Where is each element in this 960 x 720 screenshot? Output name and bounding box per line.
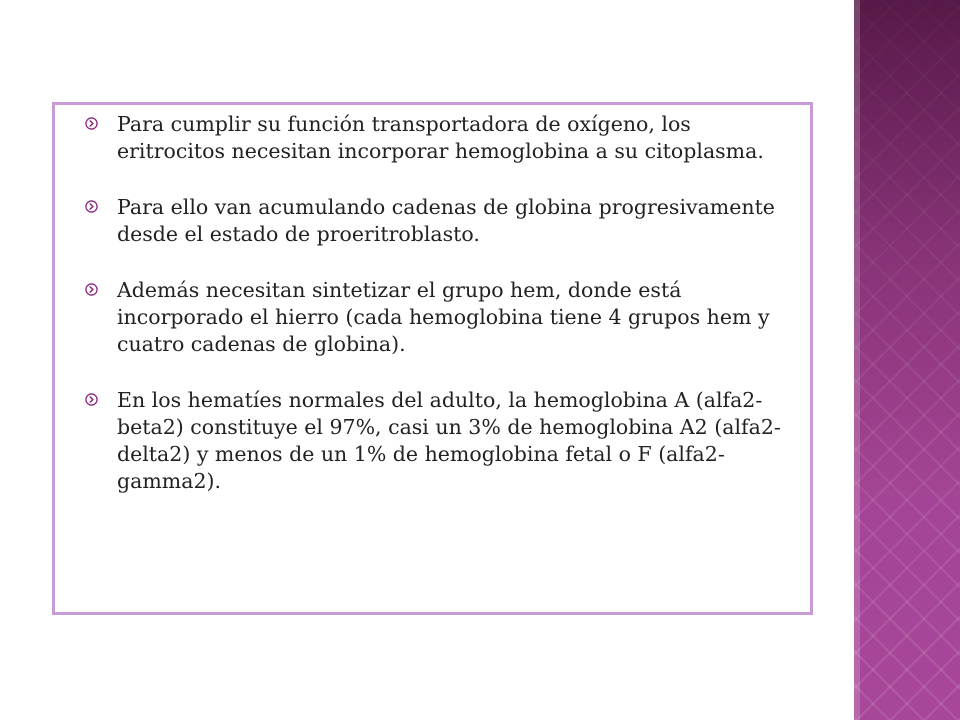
bullet-item-1 <box>83 111 788 165</box>
bullet-item-2 <box>83 194 788 248</box>
content-box <box>52 102 813 615</box>
bullet-text: En los hematíes normales del adulto, la hemoglobina A (alfa2-beta2) constituye el 97%, casi un 3% de hemoglobina A2 (alfa2-delta2) y menos de un 1% de hemoglobina fetal o F (alfa2-gamma2). <box>117 388 781 493</box>
bullet-text: Para cumplir su función transportadora de oxígeno, los eritrocitos necesitan incorporar hemoglobina a su citoplasma. <box>117 112 764 163</box>
circled-arrow-icon <box>85 200 98 213</box>
decorative-side-panel <box>854 0 960 720</box>
bullet-text: Para ello van acumulando cadenas de globina progresivamente desde el estado de proeritroblasto. <box>117 195 775 246</box>
circled-arrow-icon <box>85 283 98 296</box>
bullet-item-3 <box>83 277 788 358</box>
bullet-text: Además necesitan sintetizar el grupo hem, donde está incorporado el hierro (cada hemoglobina tiene 4 grupos hem y cuatro cadenas de globina). <box>117 278 770 356</box>
circled-arrow-icon <box>85 393 98 406</box>
bullet-list <box>83 111 788 524</box>
side-panel-edge <box>854 0 860 720</box>
circled-arrow-icon <box>85 117 98 130</box>
bullet-item-4 <box>83 387 788 495</box>
